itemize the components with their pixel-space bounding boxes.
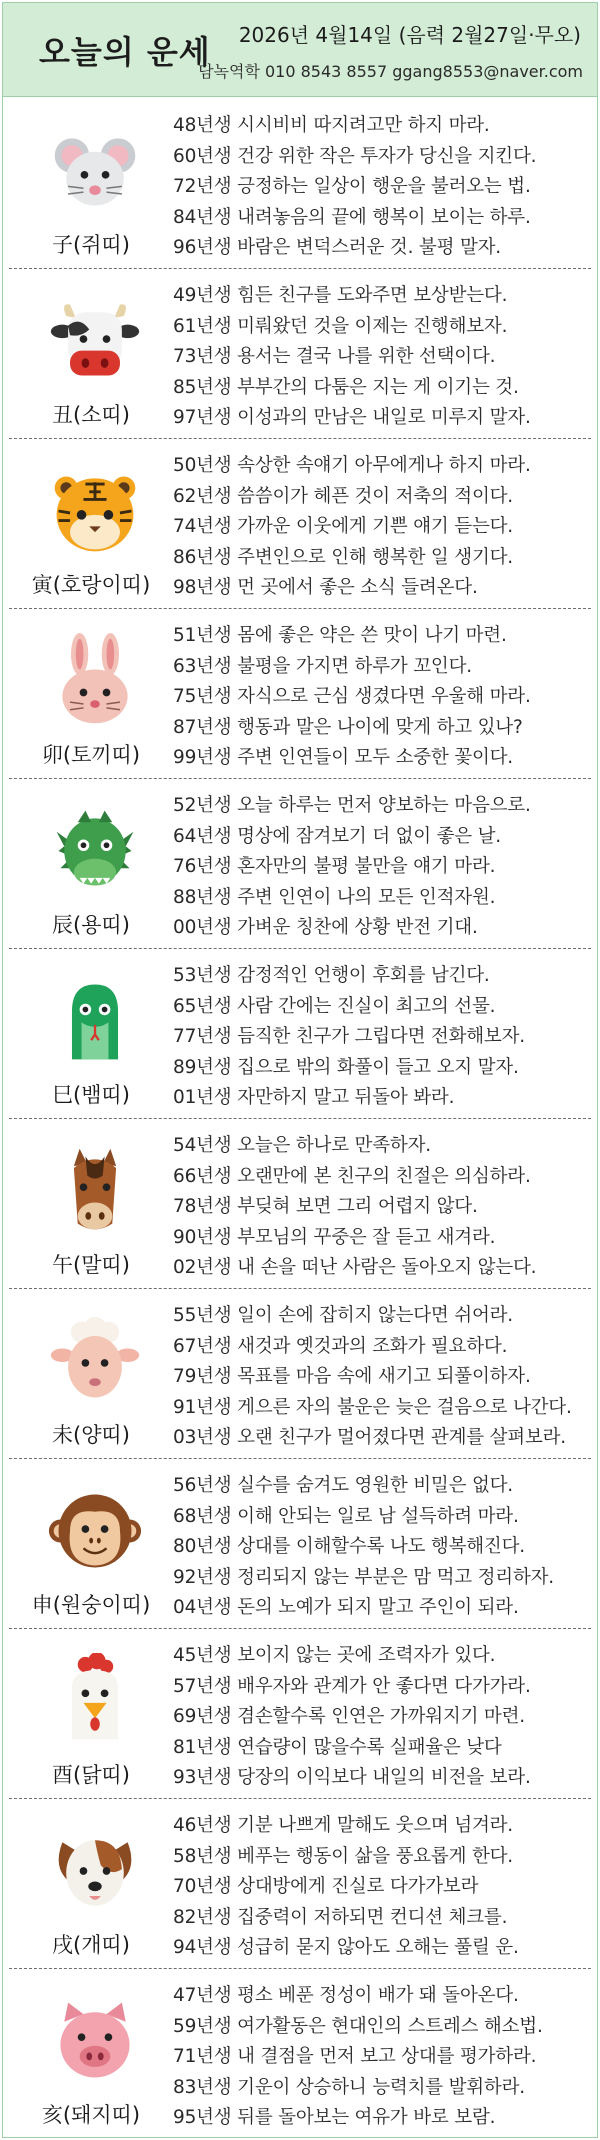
fortune-line: 60년생 건강 위한 작은 투자가 당신을 지킨다. [173, 145, 537, 167]
fortune-line: 46년생 기분 나쁘게 말해도 웃으며 넘겨라. [173, 1815, 513, 1836]
fortune-line: 57년생 배우자와 관계가 안 좋다면 다가가라. [173, 1675, 531, 1697]
zodiac-label: 子(쥐띠) [52, 233, 130, 257]
fortune-line: 62년생 씀씀이가 헤픈 것이 저축의 적이다. [173, 485, 513, 507]
fortune-line: 52년생 오늘 하루는 먼저 양보하는 마음으로. [173, 795, 531, 816]
tiger-icon [47, 463, 143, 559]
zodiac-label: 戌(개띠) [52, 1933, 130, 1957]
zodiac-section-horse [3, 1119, 597, 1289]
page-title: 오늘의 운세 [39, 33, 211, 71]
fortune-line: 56년생 실수를 숨겨도 영원한 비밀은 없다. [173, 1475, 513, 1496]
zodiac-label: 未(양띠) [52, 1423, 130, 1447]
fortune-line: 63년생 불평을 가지면 하루가 꼬인다. [173, 655, 472, 677]
fortune-line: 91년생 게으른 자의 불운은 늦은 걸음으로 나간다. [173, 1396, 572, 1418]
fortune-line: 94년생 성급히 묻지 않아도 오해는 풀릴 운. [173, 1937, 519, 1958]
fortune-line: 82년생 집중력이 저하되면 컨디션 체크를. [173, 1906, 508, 1928]
fortune-line: 48년생 시시비비 따지려고만 하지 마라. [173, 115, 490, 136]
zodiac-section-rat [3, 99, 597, 269]
fortune-line: 53년생 감정적인 언행이 후회를 남긴다. [173, 965, 490, 986]
fortune-line: 70년생 상대방에게 진실로 다가가보라 [173, 1876, 479, 1897]
rabbit-icon [47, 633, 143, 729]
fortune-line: 88년생 주변 인연이 나의 모든 인적자원. [173, 886, 496, 908]
fortune-line: 51년생 몸에 좋은 약은 쓴 맛이 나기 마련. [173, 625, 507, 646]
fortune-line: 93년생 당장의 이익보다 내일의 비전을 보라. [173, 1767, 531, 1788]
date-line: 2026년 4월14일 (음력 2월27일·무오) [238, 23, 581, 47]
fortune-line: 64년생 명상에 잠겨보기 더 없이 좋은 날. [173, 825, 501, 847]
fortune-line: 97년생 이성과의 만남은 내일로 미루지 말자. [173, 407, 531, 428]
fortune-line: 71년생 내 결점을 먼저 보고 상대를 평가하라. [173, 2046, 537, 2067]
monkey-icon [47, 1483, 143, 1579]
fortune-line: 98년생 먼 곳에서 좋은 소식 들려온다. [173, 577, 478, 598]
fortune-line: 67년생 새것과 옛것과의 조화가 필요하다. [173, 1335, 508, 1357]
zodiac-section-rabbit [3, 609, 597, 779]
header [3, 3, 597, 97]
fortune-line: 58년생 베푸는 행동이 삶을 풍요롭게 한다. [173, 1845, 513, 1867]
snake-icon [47, 973, 143, 1069]
fortune-line: 95년생 뒤를 돌아보는 여유가 바로 보람. [173, 2107, 496, 2128]
fortune-page [2, 2, 598, 2138]
dragon-icon [47, 803, 143, 899]
zodiac-section-snake [3, 949, 597, 1119]
zodiac-section-tiger [3, 439, 597, 609]
zodiac-label: 辰(용띠) [52, 913, 130, 937]
fortune-line: 59년생 여가활동은 현대인의 스트레스 해소법. [173, 2015, 543, 2037]
zodiac-label: 申(원숭이띠) [31, 1593, 151, 1617]
zodiac-section-rooster [3, 1629, 597, 1799]
rooster-icon [47, 1653, 143, 1749]
zodiac-label: 酉(닭띠) [52, 1763, 130, 1787]
fortune-line: 73년생 용서는 결국 나를 위한 선택이다. [173, 346, 496, 367]
zodiac-section-cow [3, 269, 597, 439]
fortune-line: 85년생 부부간의 다툼은 지는 게 이기는 것. [173, 376, 519, 398]
rat-icon [47, 123, 143, 219]
fortune-line: 87년생 행동과 말은 나이에 맞게 하고 있나? [173, 716, 523, 738]
fortune-line: 90년생 부모님의 꾸중은 잘 듣고 새겨라. [173, 1226, 496, 1248]
zodiac-label: 丑(소띠) [52, 403, 130, 427]
fortune-line: 02년생 내 손을 떠난 사람은 돌아오지 않는다. [173, 1257, 537, 1278]
fortune-line: 77년생 듬직한 친구가 그립다면 전화해보자. [173, 1026, 525, 1047]
fortune-line: 89년생 집으로 밖의 화풀이 들고 오지 말자. [173, 1056, 519, 1078]
fortune-line: 75년생 자식으로 근심 생겼다면 우울해 마라. [173, 686, 531, 707]
fortune-line: 00년생 가벼운 칭찬에 상황 반전 기대. [173, 917, 478, 938]
zodiac-section-dragon [3, 779, 597, 949]
fortune-line: 83년생 기운이 상승하니 능력치를 발휘하라. [173, 2076, 525, 2098]
fortune-line: 76년생 혼자만의 불평 불만을 얘기 마라. [173, 856, 496, 877]
fortune-line: 80년생 상대를 이해할수록 나도 행복해진다. [173, 1536, 525, 1557]
zodiac-section-sheep [3, 1289, 597, 1459]
fortune-line: 72년생 긍정하는 일상이 행운을 불러오는 법. [173, 176, 531, 197]
fortune-line: 01년생 자만하지 말고 뒤돌아 봐라. [173, 1087, 455, 1108]
contact-line: 담녹역학 010 8543 8557 ggang8553@naver.com [198, 62, 583, 81]
fortune-line: 92년생 정리되지 않는 부분은 맘 먹고 정리하자. [173, 1566, 554, 1588]
fortune-line: 81년생 연습량이 많을수록 실패율은 낮다 [173, 1736, 502, 1758]
fortune-line: 74년생 가까운 이웃에게 기쁜 얘기 듣는다. [173, 516, 513, 537]
fortune-line: 96년생 바람은 변덕스러운 것. 불평 말자. [173, 237, 501, 258]
cow-icon [47, 293, 143, 389]
zodiac-label: 午(말띠) [52, 1253, 130, 1277]
fortune-line: 79년생 목표를 마음 속에 새기고 되풀이하자. [173, 1366, 531, 1387]
pig-icon [47, 1993, 143, 2089]
fortune-line: 78년생 부딪혀 보면 그리 어렵지 않다. [173, 1196, 478, 1217]
fortune-line: 69년생 겸손할수록 인연은 가까워지기 마련. [173, 1706, 525, 1727]
dog-icon [47, 1823, 143, 1919]
fortune-line: 99년생 주변 인연들이 모두 소중한 꽃이다. [173, 747, 513, 768]
zodiac-section-dog [3, 1799, 597, 1969]
fortune-line: 55년생 일이 손에 잡히지 않는다면 쉬어라. [173, 1305, 513, 1326]
fortune-line: 47년생 평소 베푼 정성이 배가 돼 돌아온다. [173, 1985, 519, 2006]
fortune-line: 45년생 보이지 않는 곳에 조력자가 있다. [173, 1645, 496, 1666]
zodiac-label: 卯(토끼띠) [41, 743, 141, 767]
zodiac-label: 巳(뱀띠) [52, 1083, 130, 1107]
fortune-line: 04년생 돈의 노예가 되지 말고 주인이 되라. [173, 1597, 519, 1618]
zodiac-label: 寅(호랑이띠) [31, 573, 151, 597]
fortune-line: 54년생 오늘은 하나로 만족하자. [173, 1135, 431, 1156]
fortune-line: 65년생 사람 간에는 진실이 최고의 선물. [173, 995, 496, 1017]
fortune-line: 61년생 미뤄왔던 것을 이제는 진행해보자. [173, 315, 508, 337]
zodiac-section-monkey [3, 1459, 597, 1629]
fortune-line: 49년생 힘든 친구를 도와주면 보상받는다. [173, 285, 508, 306]
fortune-line: 68년생 이해 안되는 일로 남 설득하려 마라. [173, 1505, 519, 1527]
fortune-line: 03년생 오랜 친구가 멀어졌다면 관계를 살펴보라. [173, 1427, 566, 1448]
sheep-icon [47, 1313, 143, 1409]
horse-icon [47, 1143, 143, 1239]
zodiac-section-pig [3, 1969, 597, 2139]
zodiac-label: 亥(돼지띠) [41, 2103, 141, 2127]
fortune-line: 66년생 오랜만에 본 친구의 친절은 의심하라. [173, 1165, 531, 1187]
fortune-line: 50년생 속상한 속얘기 아무에게나 하지 마라. [173, 455, 531, 476]
fortune-line: 84년생 내려놓음의 끝에 행복이 보이는 하루. [173, 206, 531, 228]
fortune-line: 86년생 주변인으로 인해 행복한 일 생기다. [173, 546, 513, 568]
